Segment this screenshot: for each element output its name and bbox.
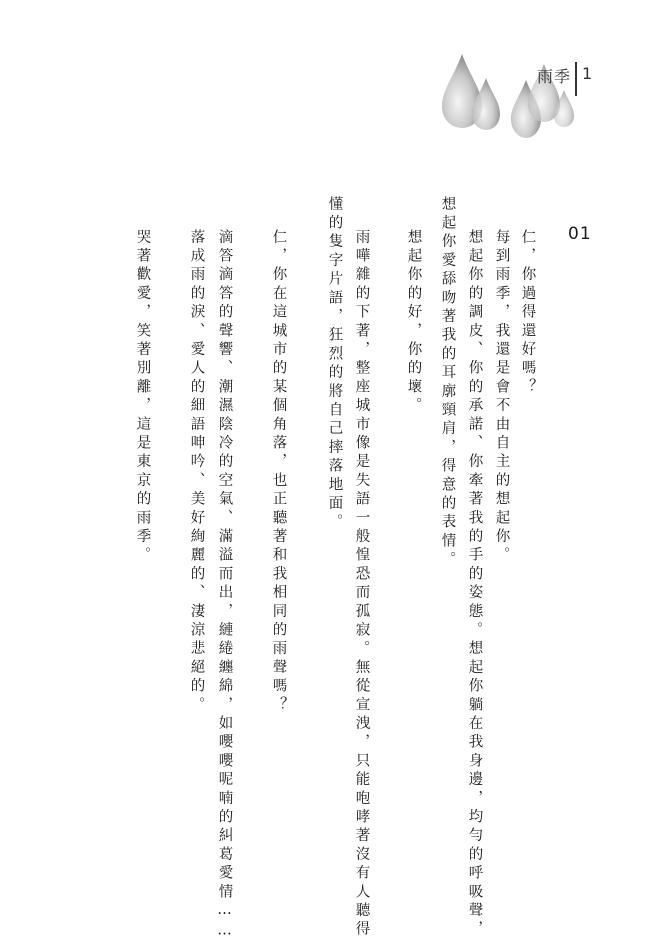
text-line: 每到雨季，我還是會不由自主的想起你。	[493, 229, 510, 566]
text-line: 雨嘩雜的下著，整座城市像是失語一般惶恐而孤寂。無從宣洩，只能咆哮著沒有人聽得	[353, 229, 370, 940]
running-header-title: 雨季	[537, 67, 572, 86]
text-line: 哭著歡愛，笑著別離，這是東京的雨季。	[134, 229, 151, 566]
text-line: 想起你的調皮、你的承諾、你牽著我的手的姿態。想起你躺在我身邊，均勻的呼吸聲，	[466, 229, 483, 940]
text-line: 想起你愛舔吻著我的耳廓頸肩，得意的表情。	[439, 196, 456, 570]
header-divider	[575, 62, 577, 96]
text-line: 滴答滴答的聲響、潮濕陰冷的空氣、滿溢而出，縺綣纏綿，如嚶嚶呢喃的糾葛愛情……	[216, 229, 233, 943]
text-line: 懂的隻字片語，狂烈的將自己摔落地面。	[326, 196, 343, 533]
chapter-number: 01	[568, 224, 592, 244]
text-line: 想起你的好，你的壞。	[405, 229, 422, 416]
page-number: 1	[582, 64, 593, 83]
text-line: 仁，你過得還好嗎？	[519, 229, 536, 398]
text-line: 仁，你在這城市的某個角落，也正聽著和我相同的雨聲嗎？	[270, 229, 287, 716]
text-line: 落成雨的淚、愛人的細語呻吟、美好絢麗的、淒涼悲絕的。	[188, 229, 205, 716]
